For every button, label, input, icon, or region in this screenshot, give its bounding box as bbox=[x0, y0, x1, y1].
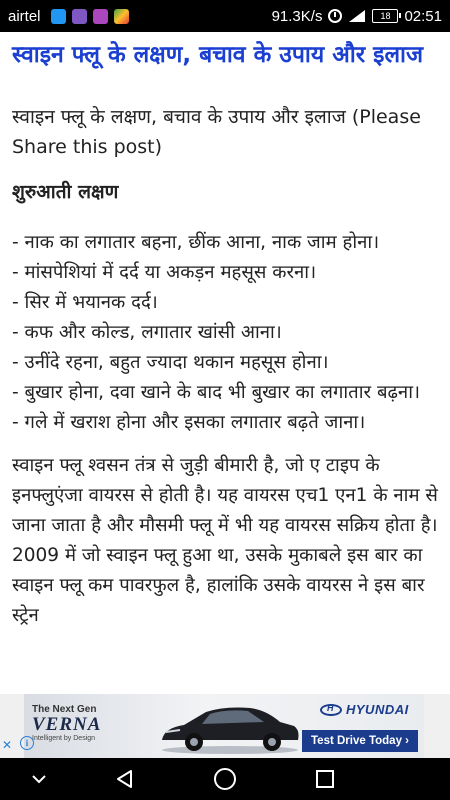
ad-close-icon[interactable]: ✕ bbox=[2, 738, 13, 752]
ad-creative[interactable] bbox=[24, 694, 424, 758]
ad-tagline: The Next Gen bbox=[32, 704, 97, 715]
status-bar bbox=[0, 0, 450, 32]
article-content[interactable] bbox=[0, 32, 450, 694]
recents-icon[interactable] bbox=[312, 766, 338, 792]
section-heading: शुरुआती लक्षण bbox=[12, 181, 119, 203]
symptom-list bbox=[12, 228, 438, 438]
ad-text-block bbox=[32, 704, 101, 742]
status-left bbox=[8, 8, 129, 25]
ad-model-name: VERNA bbox=[32, 714, 102, 735]
test-drive-button[interactable]: Test Drive Today › bbox=[302, 730, 418, 752]
symptom-item: - सिर में भयानक दर्द। bbox=[12, 292, 158, 313]
symptom-item: - मांसपेशियां में दर्द या अकड़न महसूस करना। bbox=[12, 262, 317, 283]
alarm-icon bbox=[328, 9, 342, 23]
messenger-icon bbox=[51, 9, 66, 24]
hyundai-logo-icon bbox=[320, 704, 342, 716]
signal-icon bbox=[348, 9, 366, 23]
status-right bbox=[272, 8, 442, 25]
adchoices-info-icon[interactable]: i bbox=[20, 736, 34, 750]
navigation-bar bbox=[0, 758, 450, 800]
symptom-item: - उनींदे रहना, बहुत ज्यादा थकान महसूस होना। bbox=[12, 352, 329, 373]
back-icon[interactable] bbox=[112, 766, 138, 792]
brand-logo bbox=[320, 702, 409, 717]
symptom-item: - गले में खराश होना और इसका लगातार बढ़ते जाना। bbox=[12, 412, 366, 433]
video-icon bbox=[72, 9, 87, 24]
article-paragraph: स्वाइन फ्लू श्वसन तंत्र से जुड़ी बीमारी है, जो ए टाइप के इनफ्लुएंजा वायरस से होती है। यह वायरस एच1 एन1 के नाम से जाना जाता है और मौसमी फ्लू में भी यह वायरस सक्रिय होता है। 2009 में जो स्वाइन फ्लू हुआ था, उसके मुकाबले इस बार का स्वाइन फ्लू कम पावरफुल है, हालांकि उसके वायरस ने इस बार स्ट्रेन bbox=[12, 455, 438, 626]
gallery-icon bbox=[93, 9, 108, 24]
chevron-down-icon[interactable] bbox=[26, 766, 52, 792]
ad-subtitle: Intelligent by Design bbox=[32, 735, 96, 742]
ad-banner[interactable] bbox=[0, 694, 450, 758]
battery-level: 18 bbox=[380, 11, 391, 21]
play-store-icon bbox=[114, 9, 129, 24]
car-image bbox=[154, 700, 304, 754]
battery-icon bbox=[372, 9, 398, 23]
article-lead: स्वाइन फ्लू के लक्षण, बचाव के उपाय और इलाज (Please Share this post) bbox=[12, 106, 421, 158]
clock: 02:51 bbox=[404, 7, 442, 25]
symptom-item: - नाक का लगातार बहना, छींक आना, नाक जाम होना। bbox=[12, 232, 380, 253]
home-icon[interactable] bbox=[212, 766, 238, 792]
network-speed: 91.3K/s bbox=[271, 7, 323, 25]
symptom-item: - कफ और कोल्ड, लगातार खांसी आना। bbox=[12, 322, 282, 343]
symptom-item: - बुखार होना, दवा खाने के बाद भी बुखार का लगातार बढ़ना। bbox=[12, 382, 421, 403]
article-title: स्वाइन फ्लू के लक्षण, बचाव के उपाय और इलाज bbox=[12, 42, 424, 68]
carrier-name: airtel bbox=[8, 7, 41, 25]
brand-name: HYUNDAI bbox=[346, 702, 409, 717]
